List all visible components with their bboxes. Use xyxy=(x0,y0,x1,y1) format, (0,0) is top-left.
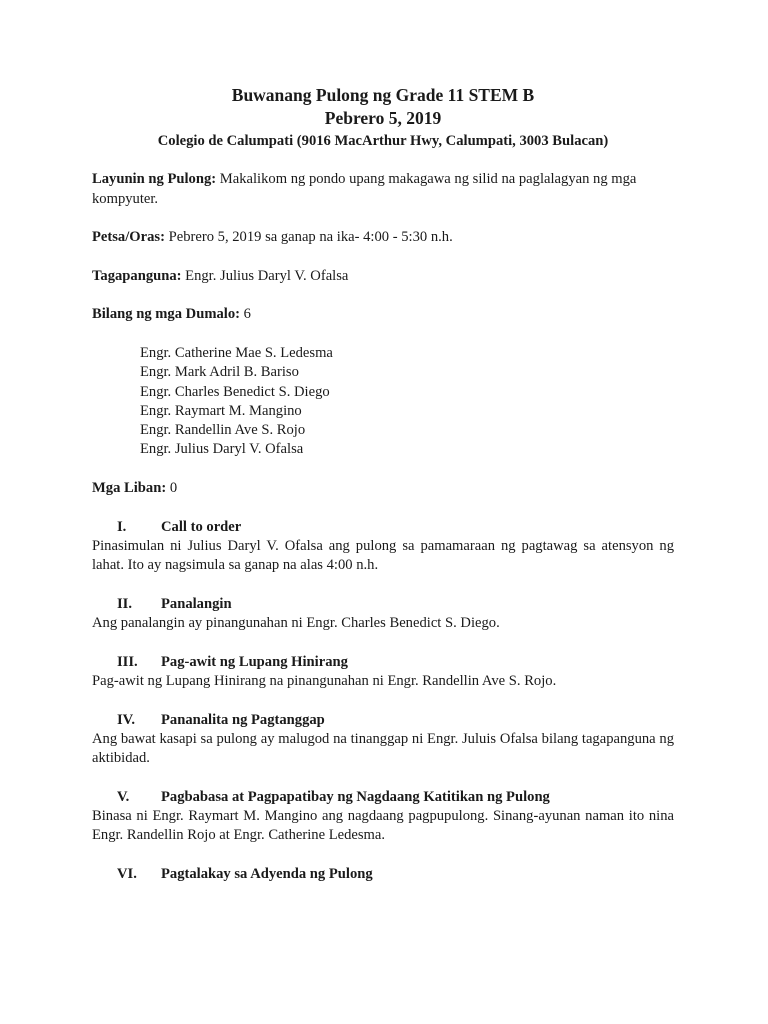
section-body: Pag-awit ng Lupang Hinirang na pinangunahan ni Engr. Randellin Ave S. Rojo. xyxy=(92,673,557,690)
section-heading xyxy=(92,788,674,807)
attendee-item: Engr. Charles Benedict S. Diego xyxy=(140,383,330,400)
document-date: Pebrero 5, 2019 xyxy=(324,108,442,128)
section-body: Pinasimulan ni Julius Daryl V. Ofalsa ang pulong sa pamamaraan ng pagtawag sa atensyon ng lahat. Ito ay nagsimula sa ganap na alas 4:00 n.h. xyxy=(92,537,674,574)
section-body: Ang bawat kasapi sa pulong ay malugod na tinanggap ni Engr. Juluis Ofalsa bilang tagapanguna ng aktibidad. xyxy=(92,730,674,767)
dumalo-label: Bilang ng mga Dumalo: xyxy=(92,306,240,323)
liban-paragraph xyxy=(92,479,674,498)
section-number: V. xyxy=(117,788,130,805)
tagapanguna-paragraph xyxy=(92,267,674,286)
attendee-list xyxy=(92,344,674,460)
section-title: Call to order xyxy=(161,518,242,535)
liban-label: Mga Liban: xyxy=(92,480,167,497)
attendee-item: Engr. Catherine Mae S. Ledesma xyxy=(140,344,333,361)
tagapanguna-label: Tagapanguna: xyxy=(92,267,182,284)
dumalo-paragraph xyxy=(92,305,674,324)
attendee-item: Engr. Randellin Ave S. Rojo xyxy=(140,422,306,439)
dumalo-value: 6 xyxy=(243,306,251,323)
section-title: Pananalita ng Pagtanggap xyxy=(161,711,325,728)
section-title: Pag-awit ng Lupang Hinirang xyxy=(161,653,348,670)
petsa-label: Petsa/Oras: xyxy=(92,229,165,246)
section-body: Binasa ni Engr. Raymart M. Mangino ang nagdaang pagpupulong. Sinang-ayunan naman ito nina Engr. Randellin Rojo at Engr. Catherine Ledesma. xyxy=(92,808,674,844)
document-title: Buwanang Pulong ng Grade 11 STEM B xyxy=(231,85,535,105)
document-venue: Colegio de Calumpati (9016 MacArthur Hwy, Calumpati, 3003 Bulacan) xyxy=(157,133,609,149)
layunin-label: Layunin ng Pulong: xyxy=(92,171,217,188)
section-title: Pagbabasa at Pagpapatibay ng Nagdaang Katitikan ng Pulong xyxy=(161,788,550,805)
petsa-value: Pebrero 5, 2019 sa ganap na ika- 4:00 - 5:30 n.h. xyxy=(168,229,453,246)
section-body: Ang panalangin ay pinangunahan ni Engr. Charles Benedict S. Diego. xyxy=(92,615,500,632)
liban-value: 0 xyxy=(169,480,178,497)
section-heading xyxy=(92,653,674,672)
document-page xyxy=(92,84,674,884)
section-heading xyxy=(92,595,674,614)
tagapanguna-value: Engr. Julius Daryl V. Ofalsa xyxy=(185,267,349,284)
section-heading xyxy=(92,865,674,884)
petsa-paragraph xyxy=(92,228,674,247)
section-heading xyxy=(92,518,674,537)
section-number: I. xyxy=(117,518,127,535)
attendee-item: Engr. Mark Adril B. Bariso xyxy=(140,364,299,381)
attendee-item: Engr. Julius Daryl V. Ofalsa xyxy=(140,441,304,458)
layunin-paragraph xyxy=(92,170,674,209)
section-number: VI. xyxy=(117,865,137,882)
section-title: Panalangin xyxy=(161,595,232,612)
section-number: II. xyxy=(117,595,133,612)
section-number: III. xyxy=(117,653,138,670)
layunin-value: Makalikom ng pondo upang makagawa ng silid na paglalagyan ng mga kompyuter. xyxy=(92,171,637,207)
section-number: IV. xyxy=(117,711,135,728)
attendee-item: Engr. Raymart M. Mangino xyxy=(140,402,302,419)
section-title: Pagtalakay sa Adyenda ng Pulong xyxy=(161,865,373,882)
section-heading xyxy=(92,711,674,730)
